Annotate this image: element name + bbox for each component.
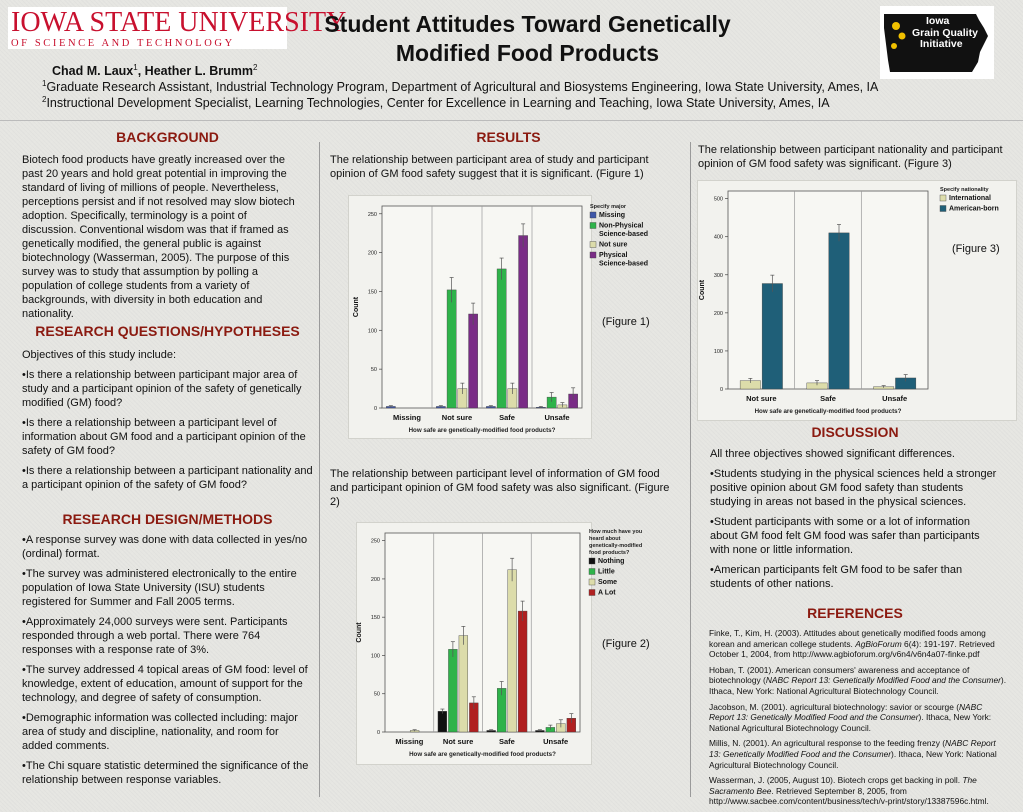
figure-3-panel [697,180,1017,421]
method-3: •Approximately 24,000 surveys were sent. Participants responded through a web portal. There were 764 responses with a response rate of 3%. [22,616,288,656]
plot-area [728,191,928,389]
reference-1-title: AgBioForum [855,638,902,649]
reference-2-a: Hoban, T. (2001). American consumers' awareness and acceptance of biotechnology ( [709,664,970,686]
discussion-point-3: •American participants felt GM food to be safer than students of other nations. [710,564,963,590]
bar-2-2 [508,570,517,732]
methods-heading: RESEARCH DESIGN/METHODS [62,511,273,527]
x-tick-label-1: Not sure [442,737,474,746]
reference-1-a: Finke, T., Kim, H. (2003). Attitudes about genetically modified foods among korean and american college students. [709,628,986,649]
legend-label-0-0: Nothing [598,558,625,565]
legend-label-0-0: International [949,195,992,202]
legend-label-2-0: Some [598,579,618,586]
bar-2-1 [459,636,468,732]
bar-3-2 [518,611,527,732]
background-heading: BACKGROUND [116,129,219,145]
reference-4-b: ). Ithaca, New York: National Agricultural Biotechnology Council. [709,748,997,770]
x-axis-label: How safe are genetically-modified food products? [408,427,556,434]
y-tick-label-4: 200 [370,576,380,583]
x-tick-label-0: Missing [395,737,424,746]
legend-swatch-2 [589,579,595,585]
poster-title [285,10,770,68]
aff-2-sup: 2 [42,95,47,104]
y-tick-label-1: 50 [370,367,377,374]
y-axis-label: Count [699,279,706,301]
x-tick-label-2: Safe [498,737,515,746]
x-tick-label-0: Not sure [746,394,777,403]
bar-3-1 [469,314,478,408]
reference-2 [709,665,1009,697]
legend-label-1-0: Little [598,568,615,576]
author-sep: , [137,64,145,79]
reference-5 [709,775,1009,807]
legend-swatch-1 [940,206,946,212]
legend-swatch-2 [590,242,596,248]
figure-1-label: (Figure 1) [602,316,650,328]
legend-label-0-0: Missing [599,212,626,219]
x-tick-label-1: Not sure [441,413,473,422]
column-divider-2 [690,142,691,797]
y-tick-label-0: 0 [719,387,723,393]
figure-3-label: (Figure 3) [952,243,1000,255]
y-tick-label-4: 400 [713,234,723,241]
y-tick-label-0: 0 [376,730,380,736]
x-tick-label-2: Unsafe [882,394,908,403]
discussion-heading: DISCUSSION [811,424,899,440]
x-tick-label-0: Missing [393,413,421,422]
results-heading: RESULTS [476,129,541,145]
legend-swatch-0 [589,558,595,564]
x-axis-label: How safe are genetically-modified food products? [409,751,556,758]
y-axis-label: Count [356,622,363,643]
legend-swatch-0 [590,212,596,218]
x-tick-label-2: Safe [499,413,515,422]
method-5: •Demographic information was collected including: major area of study and discipline, nationality, and room for added comments. [22,712,298,752]
legend-swatch-1 [589,569,595,575]
fig2-caption: The relationship between participant level of information of GM food and participant opinion of GM food safety was also significant. (Figure 2) [330,468,670,508]
background-text [22,153,304,327]
poster-title-line2: Modified Food Products [395,40,660,66]
y-tick-label-3: 150 [367,289,377,296]
column-divider-1 [319,142,320,797]
header-divider [0,120,1023,121]
references-list [709,628,1009,812]
y-tick-label-2: 100 [367,328,377,335]
reference-4-title: NABC Report 13: Genetically Modified Food and the Consumer [709,738,996,759]
reference-5-b: . Retrieved September 8, 2005, from http://www.sacbee.com/content/business/tech/v-print/story/13387596c.html. [709,785,989,807]
x-tick-label-3: Unsafe [544,413,570,422]
legend-swatch-1 [590,223,596,229]
legend-title-1: heard about [589,536,621,542]
reference-4-a: Millis, N. (2001). An agricultural response to the feeding frenzy ( [709,738,946,749]
aff-2-text: Instructional Development Specialist, Learning Technologies, Center for Excellence in Learning and Teaching, Iowa State University, Ames, IA [46,96,830,111]
reference-3-b: ). Ithaca, New York: National Agricultural Biotechnology Council. [709,712,992,733]
y-tick-label-2: 200 [713,310,723,317]
y-tick-label-4: 200 [367,250,377,257]
bar-1-0 [762,284,782,389]
figure-2-label: (Figure 2) [602,638,650,650]
method-4: •The survey addressed 4 topical areas of GM food: level of knowledge, extent of education, amount of support for the technology, and degree of safety of consumption. [22,664,308,704]
legend-label-1-1: Science-based [599,231,649,238]
y-tick-label-1: 100 [713,348,723,355]
reference-1-b: 6(4): 191-197. Retrieved October 1, 2004, from http://www.agbioforum.org/v6n4/v6n4a07-finke.pdf [709,638,995,660]
bar-0-1 [438,711,447,732]
legend-swatch-0 [940,195,946,201]
legend-label-3-0: A Lot [598,589,616,597]
y-tick-label-5: 500 [713,196,723,203]
reference-3-a: Jacobson, M. (2001). agricultural biotechnology: savior or scourge ( [709,701,959,712]
reference-5-a: Wasserman, J. (2005, August 10). Biotech crops get backing in poll. [709,775,963,786]
authors [52,63,257,78]
iowa-logo-line2: Grain Quality [912,26,978,39]
reference-5-title: The Sacramento Bee [709,775,977,796]
y-tick-label-1: 50 [373,691,380,698]
fig3-caption: The relationship between participant nationality and participant opinion of GM food safety was significant. (Figure 3) [698,144,1003,170]
reference-1 [709,628,1009,660]
reference-3-title: NABC Report 13: Genetically Modified Food and the Consumer [709,701,983,723]
bar-1-1 [829,233,849,389]
isu-logo-name: IOWA STATE UNIVERSITY [11,7,347,38]
aff-1-text: Graduate Research Assistant, Industrial Technology Program, Department of Agricultural and Biosystems Engineering, Iowa State University, Ames, IA [46,80,879,95]
legend-swatch-3 [590,252,596,258]
author-2: Heather L. Brumm [144,64,254,79]
bar-3-2 [519,236,528,408]
iowa-logo-line3: Initiative [920,38,963,50]
y-tick-label-3: 150 [370,615,380,622]
y-tick-label-2: 100 [370,653,380,660]
legend-title-0: How much have you [589,529,643,535]
question-3: •Is there a relationship between a participant nationality and a participant opinion of the safety of GM food? [22,465,313,491]
affiliation-1 [42,79,878,94]
legend-title-0: Specify nationality [940,187,989,193]
x-tick-label-1: Safe [820,394,836,403]
legend-title-3: food products? [589,550,630,556]
iowa-logo-text [912,15,978,51]
legend-title-2: genetically-modified [589,543,643,549]
method-2: •The survey was administered electronically to the entire population of Iowa State University (ISU) students registered for Summer and Fall 2005 terms. [22,568,297,608]
methods-list [22,533,312,793]
reference-3 [709,702,1009,734]
discussion-point-1: •Students studying in the physical sciences held a stronger positive opinion about GM food safety than students studying in areas not based in the physical sciences. [710,468,997,508]
method-1: •A response survey was done with data collected in yes/no (ordinal) format. [22,534,308,560]
y-tick-label-5: 250 [367,211,377,218]
method-6: •The Chi square statistic determined the significance of the relationship between response variables. [22,760,309,786]
questions-intro: Objectives of this study include: [22,349,177,361]
x-axis-label: How safe are genetically-modified food products? [754,408,902,415]
question-1: •Is there a relationship between participant major area of study and a participant opinion of the safety of genetically modified (GM) food? [22,369,302,409]
legend-label-1-0: Non-Physical [599,222,644,230]
iowa-grain-quality-logo [880,6,994,79]
author-2-sup: 2 [253,63,258,72]
affiliation-2 [42,95,830,110]
bar-1-2 [497,269,506,408]
y-tick-label-3: 300 [713,272,723,279]
y-tick-label-5: 250 [370,538,380,545]
discussion-point-2: •Student participants with some or a lot of information about GM food felt GM food was safer than participants with none or little information. [710,516,980,556]
references-heading: REFERENCES [807,605,903,621]
author-1: Chad M. Laux [52,64,134,79]
legend-swatch-3 [589,590,595,596]
author-1-sup: 1 [133,63,138,72]
bar-1-1 [448,649,457,732]
y-axis-label: Count [353,296,360,318]
discussion-list [710,447,1000,597]
y-tick-label-0: 0 [373,406,377,412]
questions-list [22,348,316,498]
aff-1-sup: 1 [42,79,47,88]
background-paragraph: Biotech food products have greatly increased over the past 20 years and hold great potential in improving the standard of living of millions of people. Nevertheless, perceptions persist and if not resolved may slow biotech adoption. Specifically, terminology is a point of discussion. Conventional wisdom was that if framed as genetically modified, the general public is against biotechnology (Wasserman, 2005). The purpose of this survey was to study that assumption by polling a population of college students from a variety of backgrounds, with diversity in both education and nationality. [22,154,295,320]
fig1-caption: The relationship between participant area of study and participant opinion of GM food safety suggest that it is significant. (Figure 1) [330,154,649,180]
discussion-intro: All three objectives showed significant differences. [710,448,955,460]
questions-heading: RESEARCH QUESTIONS/HYPOTHESES [35,323,300,339]
reference-2-b: ). Ithaca, New York: National Agricultural Biotechnology Council. [709,675,1007,696]
x-tick-label-3: Unsafe [543,737,569,746]
legend-label-3-1: Science-based [599,260,649,268]
reference-4 [709,738,1009,770]
iowa-logo-line1: Iowa [926,15,950,27]
reference-2-title: NABC Report 13: Genetically Modified Food and the Consumer [765,675,1001,686]
isu-logo-subtitle: OF SCIENCE AND TECHNOLOGY [11,38,235,49]
legend-label-3-0: Physical [599,252,628,259]
legend-label-1-0: American-born [949,205,999,213]
legend-title-0: Specify major [590,204,627,210]
question-2: •Is there a relationship between a participant level of information about GM food and a participant opinion of the safety of GM food? [22,417,306,457]
legend-label-2-0: Not sure [599,241,628,249]
poster-title-line1: Student Attitudes Toward Genetically [324,11,731,37]
isu-logo [8,7,347,49]
bar-1-1 [447,290,456,408]
figure-3-chart [698,181,1016,420]
